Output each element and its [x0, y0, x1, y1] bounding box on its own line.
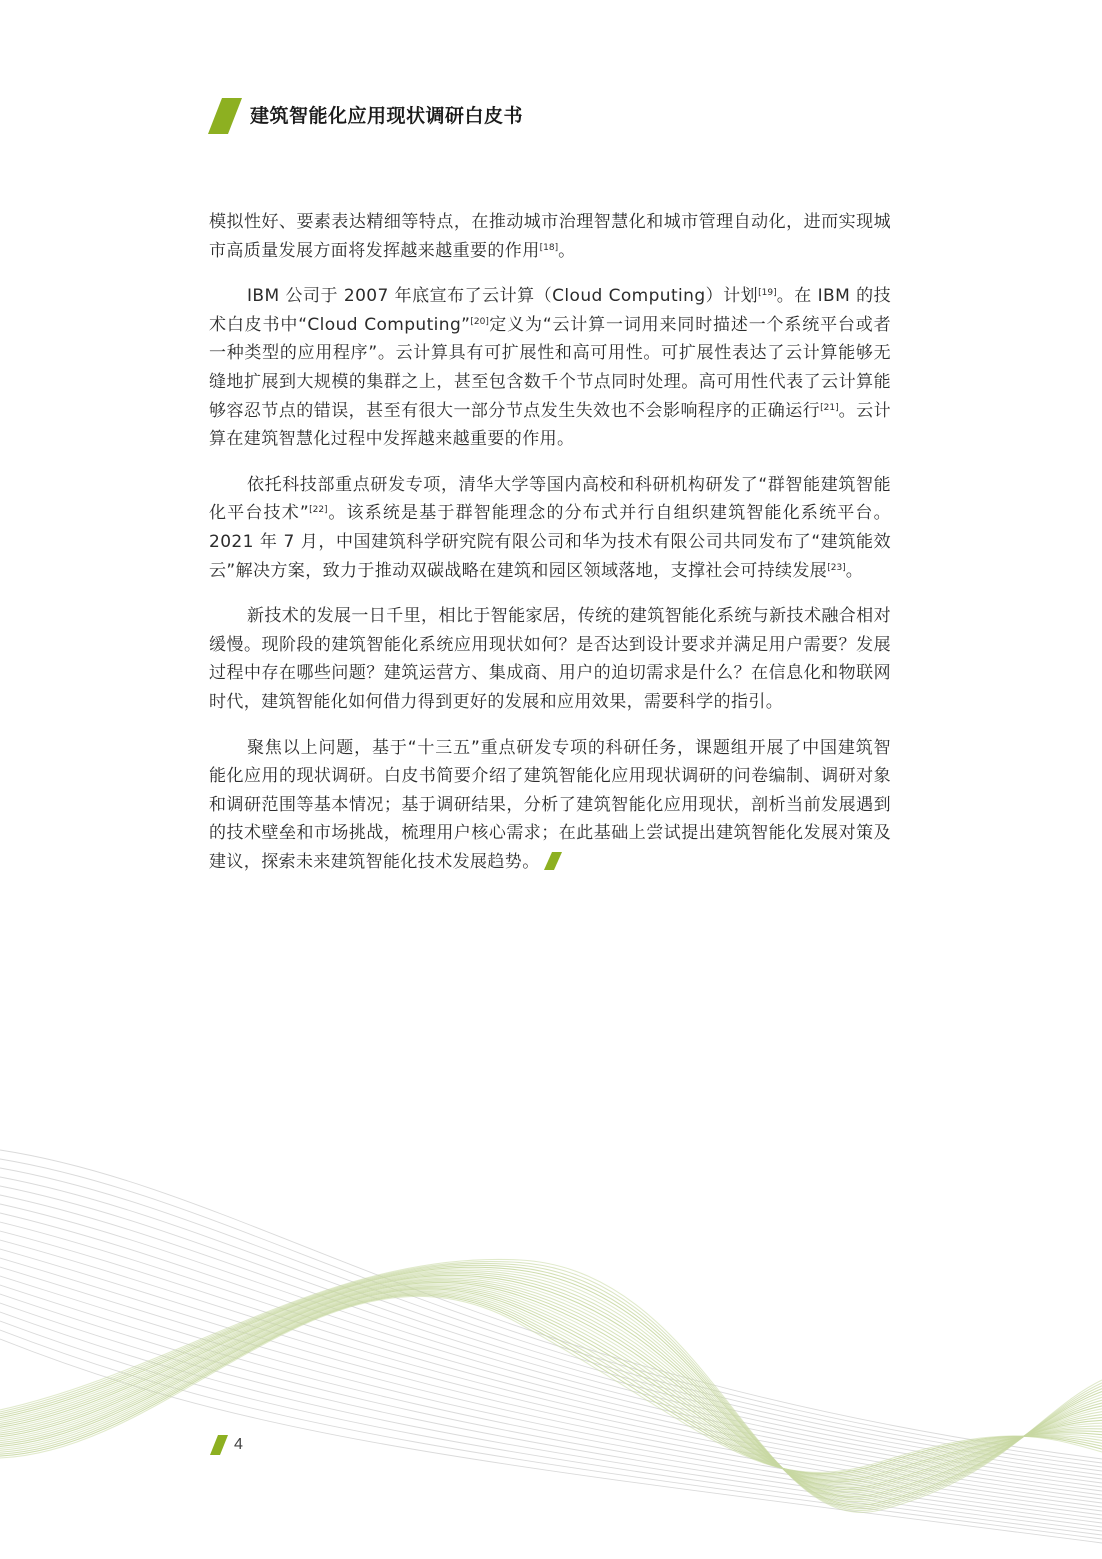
paragraph	[209, 734, 891, 877]
slash-accent-icon	[210, 1435, 228, 1455]
body-text	[209, 208, 891, 893]
document-title: 建筑智能化应用现状调研白皮书	[250, 105, 524, 127]
paragraph	[209, 471, 891, 585]
citation-ref: [23]	[827, 562, 846, 573]
page-number: 4	[234, 1436, 243, 1453]
paragraph-text: 。	[558, 240, 576, 261]
wave-line	[0, 1186, 1102, 1475]
paragraph-text: 依托科技部重点研发专项，清华大学等国内高校和科研机构研发了“群智能建筑智能化平台技术”	[209, 474, 891, 524]
paragraph-text: 。云计算在建筑智慧化过程中发挥越来越重要的作用。	[209, 400, 892, 450]
wave-line	[0, 1263, 1102, 1508]
paragraph	[209, 282, 891, 454]
slash-accent-icon	[208, 98, 242, 134]
citation-ref: [21]	[820, 402, 839, 413]
wave-line	[0, 1321, 1102, 1535]
page-footer	[210, 1434, 243, 1456]
paragraph	[209, 208, 891, 265]
citation-ref: [20]	[470, 316, 489, 327]
paragraph-text: 定义为“云计算一词用来同时描述一个系统平台或者一种类型的应用程序”。云计算具有可扩展性和高可用性。可扩展性表达了云计算能够无缝地扩展到大规模的集群之上，甚至包含数千个节点同时处理。高可用性代表了云计算能够容忍节点的错误，甚至有很大一部分节点发生失效也不会影响程序的正确运行	[209, 314, 891, 421]
wave-line	[0, 1168, 1102, 1467]
paragraph-text: 新技术的发展一日千里，相比于智能家居，传统的建筑智能化系统与新技术融合相对缓慢。现阶段的建筑智能化系统应用现状如何？是否达到设计要求并满足用户需要？发展过程中存在哪些问题？建筑运营方、集成商、用户的迫切需求是什么？在信息化和物联网时代，建筑智能化如何借力得到更好的发展和应用效果，需要科学的指引。	[209, 606, 891, 712]
end-mark-icon	[544, 852, 562, 870]
paragraph-text: 。在 IBM 的技术白皮书中“Cloud Computing”	[209, 286, 891, 335]
paragraph-text: 模拟性好、要素表达精细等特点，在推动城市治理智慧化和城市管理自动化，进而实现城市高质量发展方面将发挥越来越重要的作用	[209, 212, 891, 261]
citation-ref: [18]	[539, 242, 559, 253]
paragraph-text: 聚焦以上问题，基于“十三五”重点研发专项的科研任务，课题组开展了中国建筑智能化应用的现状调研。白皮书简要介绍了建筑智能化应用现状调研的问卷编制、调研对象和调研范围等基本情况；基于调研结果，分析了建筑智能化应用现状，剖析当前发展遇到的技术壁垒和市场挑战，梳理用户核心需求；在此基础上尝试提出建筑智能化发展对策及建议，探索未来建筑智能化技术发展趋势。	[209, 737, 891, 872]
citation-ref: [22]	[309, 505, 328, 516]
wave-line	[0, 1303, 1102, 1527]
wave-decoration	[0, 1110, 1102, 1559]
wave-line	[0, 1177, 1102, 1471]
wave-line	[0, 1312, 1102, 1531]
paragraph-text: 。	[845, 560, 864, 581]
paragraph-text: 。该系统是基于群智能理念的分布式并行自组织建筑智能化系统平台。2021 年 7 月，中国建筑科学研究院有限公司和华为技术有限公司共同发布了“建筑能效云”解决方案，致力于推动双碳战略在建筑和园区领域落地，支撑社会可持续发展	[209, 503, 891, 581]
paragraph-text: IBM 公司于 2007 年底宣布了云计算（Cloud Computing）计划	[247, 286, 759, 307]
page-header	[208, 98, 523, 134]
citation-ref: [19]	[758, 288, 777, 299]
paragraph	[209, 602, 891, 716]
